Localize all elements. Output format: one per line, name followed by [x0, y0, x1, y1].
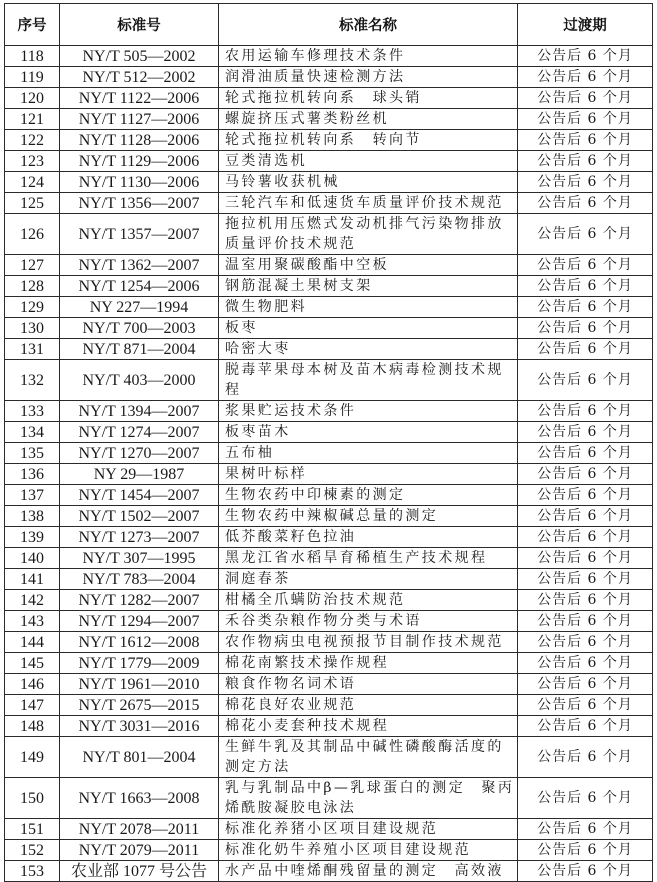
- cell-standard-name: 棉花南繁技术操作规程: [219, 653, 518, 674]
- cell-transition-period: 公告后 6 个月: [518, 443, 653, 464]
- cell-transition-period: 公告后 6 个月: [518, 172, 653, 193]
- table-row: [5, 527, 653, 548]
- cell-standard-name: 微生物肥料: [219, 297, 518, 318]
- cell-transition-period: 公告后 6 个月: [518, 716, 653, 737]
- cell-standard-name: 温室用聚碳酸酯中空板: [219, 255, 518, 276]
- cell-transition-period: 公告后 6 个月: [518, 695, 653, 716]
- cell-index: 132: [5, 360, 60, 401]
- cell-standard-code: NY/T 3031—2016: [60, 716, 219, 737]
- cell-standard-code: NY/T 1356—2007: [60, 193, 219, 214]
- cell-index: 142: [5, 590, 60, 611]
- cell-index: 152: [5, 840, 60, 861]
- table-row: [5, 611, 653, 632]
- cell-standard-name: 三轮汽车和低速货车质量评价技术规范: [219, 193, 518, 214]
- table-row: [5, 590, 653, 611]
- cell-index: 127: [5, 255, 60, 276]
- cell-standard-code: NY/T 1454—2007: [60, 485, 219, 506]
- cell-transition-period: 公告后 6 个月: [518, 297, 653, 318]
- cell-transition-period: 公告后 6 个月: [518, 464, 653, 485]
- cell-transition-period: 公告后 6 个月: [518, 151, 653, 172]
- cell-standard-name: 黑龙江省水稻旱育稀植生产技术规程: [219, 548, 518, 569]
- table-row: [5, 360, 653, 401]
- cell-standard-code: NY/T 1282—2007: [60, 590, 219, 611]
- table-row: [5, 130, 653, 151]
- table-row: [5, 569, 653, 590]
- cell-standard-code: NY/T 1612—2008: [60, 632, 219, 653]
- cell-index: 147: [5, 695, 60, 716]
- cell-standard-code: NY/T 1270—2007: [60, 443, 219, 464]
- table-row: [5, 151, 653, 172]
- cell-transition-period: 公告后 6 个月: [518, 569, 653, 590]
- cell-standard-code: NY/T 2078—2011: [60, 819, 219, 840]
- cell-transition-period: 公告后 6 个月: [518, 67, 653, 88]
- cell-index: 129: [5, 297, 60, 318]
- cell-standard-code: NY/T 403—2000: [60, 360, 219, 401]
- cell-transition-period: 公告后 6 个月: [518, 590, 653, 611]
- cell-transition-period: 公告后 6 个月: [518, 255, 653, 276]
- cell-index: 138: [5, 506, 60, 527]
- table-row: [5, 819, 653, 840]
- cell-transition-period: 公告后 6 个月: [518, 485, 653, 506]
- cell-index: 133: [5, 401, 60, 422]
- cell-standard-code: 农业部 1077 号公告: [60, 861, 219, 882]
- cell-index: 120: [5, 88, 60, 109]
- cell-index: 150: [5, 778, 60, 819]
- cell-standard-code: NY/T 1122—2006: [60, 88, 219, 109]
- cell-transition-period: 公告后 6 个月: [518, 46, 653, 67]
- cell-index: 146: [5, 674, 60, 695]
- cell-standard-code: NY/T 1273—2007: [60, 527, 219, 548]
- cell-standard-name: 豆类清选机: [219, 151, 518, 172]
- header-name: 标准名称: [219, 4, 518, 46]
- cell-transition-period: 公告后 6 个月: [518, 632, 653, 653]
- cell-index: 119: [5, 67, 60, 88]
- standards-table: [4, 3, 653, 882]
- cell-standard-code: NY/T 1663—2008: [60, 778, 219, 819]
- cell-transition-period: 公告后 6 个月: [518, 548, 653, 569]
- cell-index: 135: [5, 443, 60, 464]
- table-row: [5, 339, 653, 360]
- cell-index: 128: [5, 276, 60, 297]
- cell-standard-name: 柑橘全爪螨防治技术规范: [219, 590, 518, 611]
- cell-transition-period: 公告后 6 个月: [518, 214, 653, 255]
- cell-index: 122: [5, 130, 60, 151]
- cell-index: 139: [5, 527, 60, 548]
- cell-standard-code: NY/T 1961—2010: [60, 674, 219, 695]
- table-row: [5, 214, 653, 255]
- table-row: [5, 737, 653, 778]
- cell-standard-name: 浆果贮运技术条件: [219, 401, 518, 422]
- cell-standard-code: NY/T 307—1995: [60, 548, 219, 569]
- cell-standard-name: 哈密大枣: [219, 339, 518, 360]
- cell-index: 149: [5, 737, 60, 778]
- cell-transition-period: 公告后 6 个月: [518, 674, 653, 695]
- cell-standard-code: NY/T 1362—2007: [60, 255, 219, 276]
- cell-standard-name: 润滑油质量快速检测方法: [219, 67, 518, 88]
- cell-standard-name: 农用运输车修理技术条件: [219, 46, 518, 67]
- table-header: [5, 4, 653, 46]
- cell-transition-period: 公告后 6 个月: [518, 778, 653, 819]
- table-row: [5, 674, 653, 695]
- cell-standard-name: 棉花良好农业规范: [219, 695, 518, 716]
- table-row: [5, 861, 653, 882]
- table-row: [5, 632, 653, 653]
- header-index: 序号: [5, 4, 60, 46]
- table-row: [5, 172, 653, 193]
- cell-standard-name: 乳与乳制品中β—乳球蛋白的测定 聚丙烯酰胺凝胶电泳法: [219, 778, 518, 819]
- cell-standard-name: 生鲜牛乳及其制品中碱性磷酸酶活度的测定方法: [219, 737, 518, 778]
- cell-index: 137: [5, 485, 60, 506]
- cell-standard-code: NY/T 1130—2006: [60, 172, 219, 193]
- cell-standard-name: 脱毒苹果母本树及苗木病毒检测技术规程: [219, 360, 518, 401]
- cell-standard-code: NY/T 1779—2009: [60, 653, 219, 674]
- cell-standard-code: NY/T 801—2004: [60, 737, 219, 778]
- cell-standard-name: 轮式拖拉机转向系 球头销: [219, 88, 518, 109]
- cell-transition-period: 公告后 6 个月: [518, 360, 653, 401]
- cell-standard-code: NY 29—1987: [60, 464, 219, 485]
- cell-standard-code: NY/T 1394—2007: [60, 401, 219, 422]
- cell-index: 136: [5, 464, 60, 485]
- cell-transition-period: 公告后 6 个月: [518, 109, 653, 130]
- table-row: [5, 318, 653, 339]
- table-body: [5, 46, 653, 882]
- cell-standard-code: NY 227—1994: [60, 297, 219, 318]
- cell-standard-name: 禾谷类杂粮作物分类与术语: [219, 611, 518, 632]
- cell-standard-name: 农作物病虫电视预报节目制作技术规范: [219, 632, 518, 653]
- table-row: [5, 506, 653, 527]
- cell-standard-code: NY/T 505—2002: [60, 46, 219, 67]
- cell-standard-code: NY/T 1254—2006: [60, 276, 219, 297]
- cell-standard-code: NY/T 2079—2011: [60, 840, 219, 861]
- cell-index: 130: [5, 318, 60, 339]
- table-row: [5, 297, 653, 318]
- table-row: [5, 840, 653, 861]
- cell-index: 124: [5, 172, 60, 193]
- table-row: [5, 276, 653, 297]
- cell-standard-name: 标准化奶牛养殖小区项目建设规范: [219, 840, 518, 861]
- cell-transition-period: 公告后 6 个月: [518, 193, 653, 214]
- table-row: [5, 548, 653, 569]
- cell-standard-code: NY/T 783—2004: [60, 569, 219, 590]
- cell-transition-period: 公告后 6 个月: [518, 130, 653, 151]
- cell-transition-period: 公告后 6 个月: [518, 401, 653, 422]
- cell-standard-name: 洞庭春茶: [219, 569, 518, 590]
- table-row: [5, 88, 653, 109]
- cell-transition-period: 公告后 6 个月: [518, 506, 653, 527]
- header-code: 标准号: [60, 4, 219, 46]
- cell-index: 145: [5, 653, 60, 674]
- cell-standard-name: 钢筋混凝土果树支架: [219, 276, 518, 297]
- cell-index: 153: [5, 861, 60, 882]
- cell-standard-name: 板枣: [219, 318, 518, 339]
- cell-standard-code: NY/T 1502—2007: [60, 506, 219, 527]
- cell-index: 141: [5, 569, 60, 590]
- table-row: [5, 46, 653, 67]
- cell-transition-period: 公告后 6 个月: [518, 527, 653, 548]
- table-row: [5, 422, 653, 443]
- cell-standard-name: 粮食作物名词术语: [219, 674, 518, 695]
- table-row: [5, 485, 653, 506]
- cell-standard-code: NY/T 1294—2007: [60, 611, 219, 632]
- table-row: [5, 193, 653, 214]
- document-page: [4, 3, 652, 882]
- cell-standard-code: NY/T 1274—2007: [60, 422, 219, 443]
- table-row: [5, 443, 653, 464]
- cell-index: 118: [5, 46, 60, 67]
- cell-standard-code: NY/T 1128—2006: [60, 130, 219, 151]
- cell-transition-period: 公告后 6 个月: [518, 276, 653, 297]
- cell-standard-name: 马铃薯收获机械: [219, 172, 518, 193]
- table-row: [5, 716, 653, 737]
- cell-standard-name: 轮式拖拉机转向系 转向节: [219, 130, 518, 151]
- cell-index: 144: [5, 632, 60, 653]
- cell-standard-name: 拖拉机用压燃式发动机排气污染物排放质量评价技术规范: [219, 214, 518, 255]
- table-row: [5, 695, 653, 716]
- header-period: 过渡期: [518, 4, 653, 46]
- cell-transition-period: 公告后 6 个月: [518, 840, 653, 861]
- cell-index: 134: [5, 422, 60, 443]
- cell-transition-period: 公告后 6 个月: [518, 861, 653, 882]
- cell-transition-period: 公告后 6 个月: [518, 737, 653, 778]
- cell-index: 140: [5, 548, 60, 569]
- cell-standard-code: NY/T 1127—2006: [60, 109, 219, 130]
- table-row: [5, 255, 653, 276]
- cell-index: 151: [5, 819, 60, 840]
- cell-standard-code: NY/T 1357—2007: [60, 214, 219, 255]
- cell-index: 126: [5, 214, 60, 255]
- table-row: [5, 464, 653, 485]
- cell-standard-name: 生物农药中印楝素的测定: [219, 485, 518, 506]
- cell-transition-period: 公告后 6 个月: [518, 422, 653, 443]
- cell-transition-period: 公告后 6 个月: [518, 653, 653, 674]
- cell-standard-name: 果树叶标样: [219, 464, 518, 485]
- cell-standard-code: NY/T 700—2003: [60, 318, 219, 339]
- cell-standard-code: NY/T 512—2002: [60, 67, 219, 88]
- header-row: [5, 4, 653, 46]
- cell-transition-period: 公告后 6 个月: [518, 611, 653, 632]
- table-row: [5, 109, 653, 130]
- table-row: [5, 67, 653, 88]
- cell-standard-name: 棉花小麦套种技术规程: [219, 716, 518, 737]
- cell-transition-period: 公告后 6 个月: [518, 318, 653, 339]
- cell-standard-name: 生物农药中辣椒碱总量的测定: [219, 506, 518, 527]
- cell-index: 131: [5, 339, 60, 360]
- cell-standard-code: NY/T 2675—2015: [60, 695, 219, 716]
- cell-index: 148: [5, 716, 60, 737]
- cell-standard-name: 板枣苗木: [219, 422, 518, 443]
- cell-index: 121: [5, 109, 60, 130]
- cell-index: 143: [5, 611, 60, 632]
- cell-transition-period: 公告后 6 个月: [518, 88, 653, 109]
- cell-standard-code: NY/T 871—2004: [60, 339, 219, 360]
- cell-index: 123: [5, 151, 60, 172]
- table-row: [5, 778, 653, 819]
- cell-index: 125: [5, 193, 60, 214]
- table-row: [5, 401, 653, 422]
- cell-standard-code: NY/T 1129—2006: [60, 151, 219, 172]
- cell-standard-name: 标准化养猪小区项目建设规范: [219, 819, 518, 840]
- cell-standard-name: 低芥酸菜籽色拉油: [219, 527, 518, 548]
- cell-transition-period: 公告后 6 个月: [518, 819, 653, 840]
- cell-standard-name: 水产品中喹烯酮残留量的测定 高效液: [219, 861, 518, 882]
- cell-standard-name: 五布柚: [219, 443, 518, 464]
- cell-transition-period: 公告后 6 个月: [518, 339, 653, 360]
- table-row: [5, 653, 653, 674]
- cell-standard-name: 螺旋挤压式薯类粉丝机: [219, 109, 518, 130]
